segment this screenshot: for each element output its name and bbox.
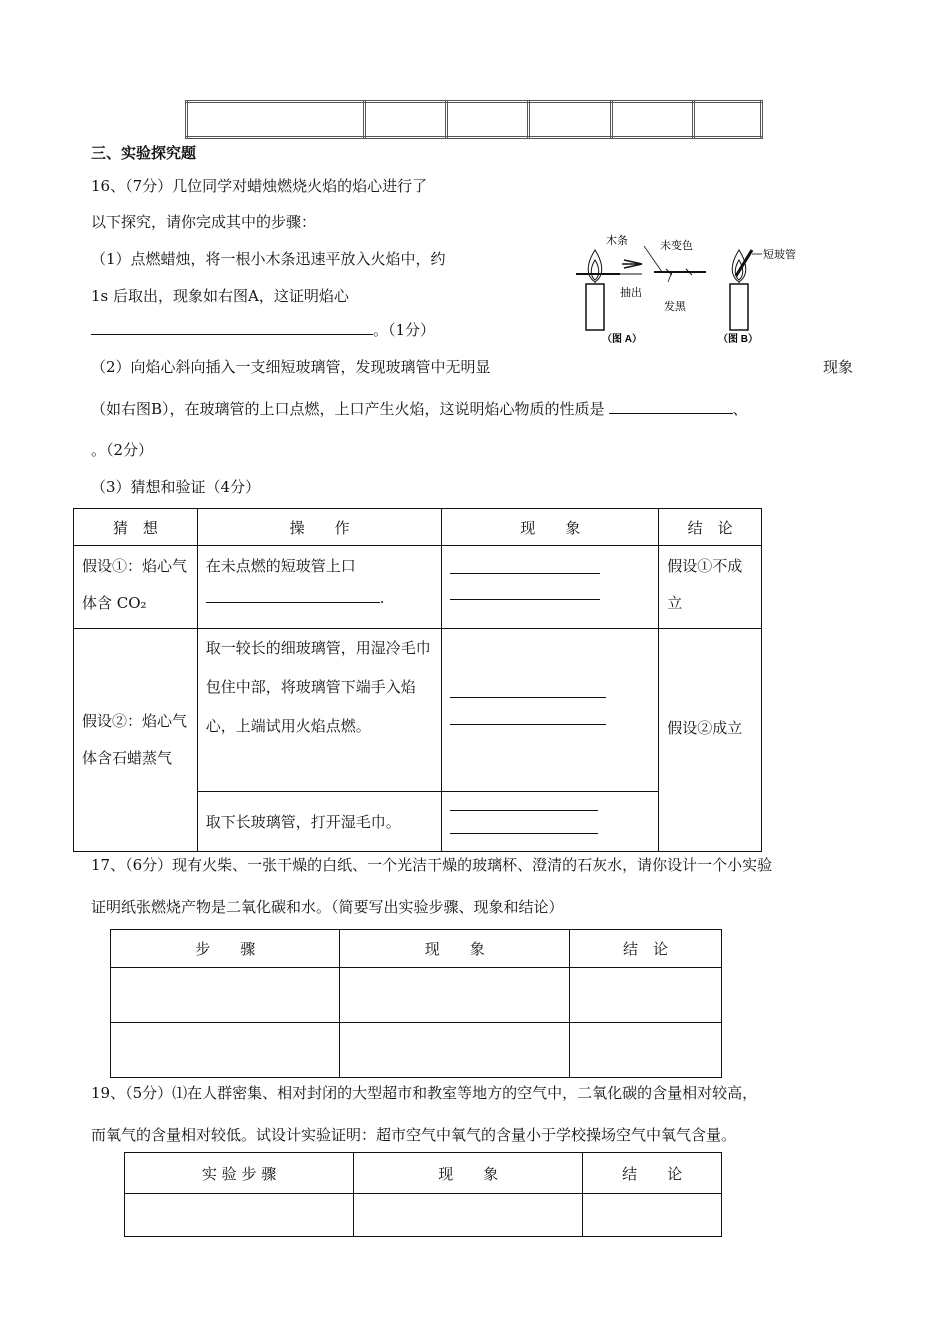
q17-header-steps: 步 骤 <box>111 930 340 968</box>
label-black: 发黑 <box>664 301 686 313</box>
answer-blank[interactable] <box>450 599 600 600</box>
candle-a <box>576 250 620 330</box>
q16-row2-operation-a: 取一较长的细玻璃管，用湿冷毛巾包住中部，将玻璃管下端手入焰心，上端试用火焰点燃。 <box>205 639 431 735</box>
q16-intro-line1: 16、（7分）几位同学对蜡烛燃烧火焰的焰心进行了 <box>91 177 428 195</box>
q19-line1: 19、（5分）⑴在人群密集、相对封闭的大型超市和教室等地方的空气中，二氧化碳的含量相对较高， <box>91 1084 758 1102</box>
q19-table <box>124 1152 722 1237</box>
q16-table <box>73 508 762 852</box>
q16-p2-line2-end: 、 <box>732 400 748 418</box>
q19-answer-cell[interactable] <box>354 1194 583 1237</box>
answer-blank[interactable] <box>609 399 733 414</box>
q17-answer-cell[interactable] <box>340 968 569 1023</box>
q16-header-operation: 操 作 <box>197 509 442 546</box>
q16-row2-conclusion: 假设②成立 <box>667 718 743 737</box>
top-table <box>185 100 763 139</box>
q16-row1-op-end: . <box>379 589 385 607</box>
answer-blank[interactable] <box>450 810 598 811</box>
top-table-cell <box>447 102 529 138</box>
answer-blank[interactable] <box>91 320 373 335</box>
label-pull: 抽出 <box>620 287 642 299</box>
top-table-cell <box>364 102 446 138</box>
answer-blank[interactable] <box>450 833 598 834</box>
q17-answer-cell[interactable] <box>111 1023 340 1078</box>
q16-p1-answer-line <box>91 320 435 340</box>
q16-p2-line2-wrap <box>91 399 748 419</box>
q17-answer-cell[interactable] <box>569 968 721 1023</box>
q16-p1-line1: （1）点燃蜡烛，将一根小木条迅速平放入火焰中，约 <box>91 250 446 268</box>
q16-row1-operation: 在未点燃的短玻管上口 <box>205 557 356 575</box>
label-unchanged: 未变色 <box>660 240 693 252</box>
answer-blank[interactable] <box>450 697 606 698</box>
label-tube: 短玻管 <box>763 249 796 261</box>
q16-header-phenomenon: 现 象 <box>442 509 659 546</box>
top-table-cell <box>529 102 611 138</box>
q17-answer-cell[interactable] <box>111 968 340 1023</box>
q17-answer-cell[interactable] <box>569 1023 721 1078</box>
q16-p1-end: 。（1分） <box>373 321 436 339</box>
q17-header-phenomenon: 现 象 <box>340 930 569 968</box>
q16-header-conclusion: 结 论 <box>659 509 762 546</box>
q16-p2-line2: （如右图B），在玻璃管的上口点燃，上口产生火焰，这说明焰心物质的性质是 <box>91 400 605 418</box>
q17-line2: 证明纸张燃烧产物是二氧化碳和水。（简要写出实验步骤、现象和结论） <box>91 898 564 916</box>
answer-blank[interactable] <box>450 573 600 574</box>
q17-answer-cell[interactable] <box>340 1023 569 1078</box>
q17-header-conclusion: 结 论 <box>569 930 721 968</box>
q19-line2: 而氧气的含量相对较低。试设计实验证明：超市空气中氧气的含量小于学校操场空气中氧气含量。 <box>91 1126 737 1144</box>
answer-blank[interactable] <box>206 588 380 603</box>
q17-table <box>110 929 722 1078</box>
q16-p2-line1-end: 现象 <box>823 358 854 376</box>
q19-header-conclusion: 结 论 <box>583 1153 722 1194</box>
q19-answer-cell[interactable] <box>583 1194 722 1237</box>
q19-header-steps: 实 验 步 骤 <box>125 1153 354 1194</box>
q16-intro-line2: 以下探究，请你完成其中的步骤： <box>91 213 317 231</box>
candle-b <box>730 250 762 330</box>
label-stick: 木条 <box>606 235 628 247</box>
q16-p2-line3: 。（2分） <box>91 441 154 459</box>
q16-p2-line1: （2）向焰心斜向插入一支细短玻璃管，发现玻璃管中无明显 <box>91 358 491 376</box>
caption-b: （图 B） <box>718 334 758 345</box>
q17-line1: 17、（6分）现有火柴、一张干燥的白纸、一个光洁干燥的玻璃杯、澄清的石灰水，请你设计一个小实验 <box>91 856 773 874</box>
q16-row1-hypothesis: 假设①：焰心气体含 CO₂ <box>82 557 188 612</box>
candle-figure <box>572 232 807 350</box>
q16-p1-line2: 1s 后取出，现象如右图A，这证明焰心 <box>91 287 349 305</box>
q19-header-phenomenon: 现 象 <box>354 1153 583 1194</box>
q19-answer-cell[interactable] <box>125 1194 354 1237</box>
q16-row1-conclusion: 假设①不成立 <box>667 557 743 612</box>
answer-blank[interactable] <box>450 724 606 725</box>
top-table-cell <box>693 102 761 138</box>
top-table-cell <box>187 102 365 138</box>
section-title: 三、实验探究题 <box>91 144 197 162</box>
top-table-cell <box>611 102 693 138</box>
q16-header-guess: 猜 想 <box>74 509 198 546</box>
q16-p3: （3）猜想和验证（4分） <box>91 478 261 496</box>
q16-row2-hypothesis: 假设②：焰心气体含石蜡蒸气 <box>82 712 188 767</box>
caption-a: （图 A） <box>602 334 642 345</box>
q16-row2-operation-b: 取下长玻璃管，打开湿毛巾。 <box>205 812 401 831</box>
arrow-icon <box>620 260 642 274</box>
